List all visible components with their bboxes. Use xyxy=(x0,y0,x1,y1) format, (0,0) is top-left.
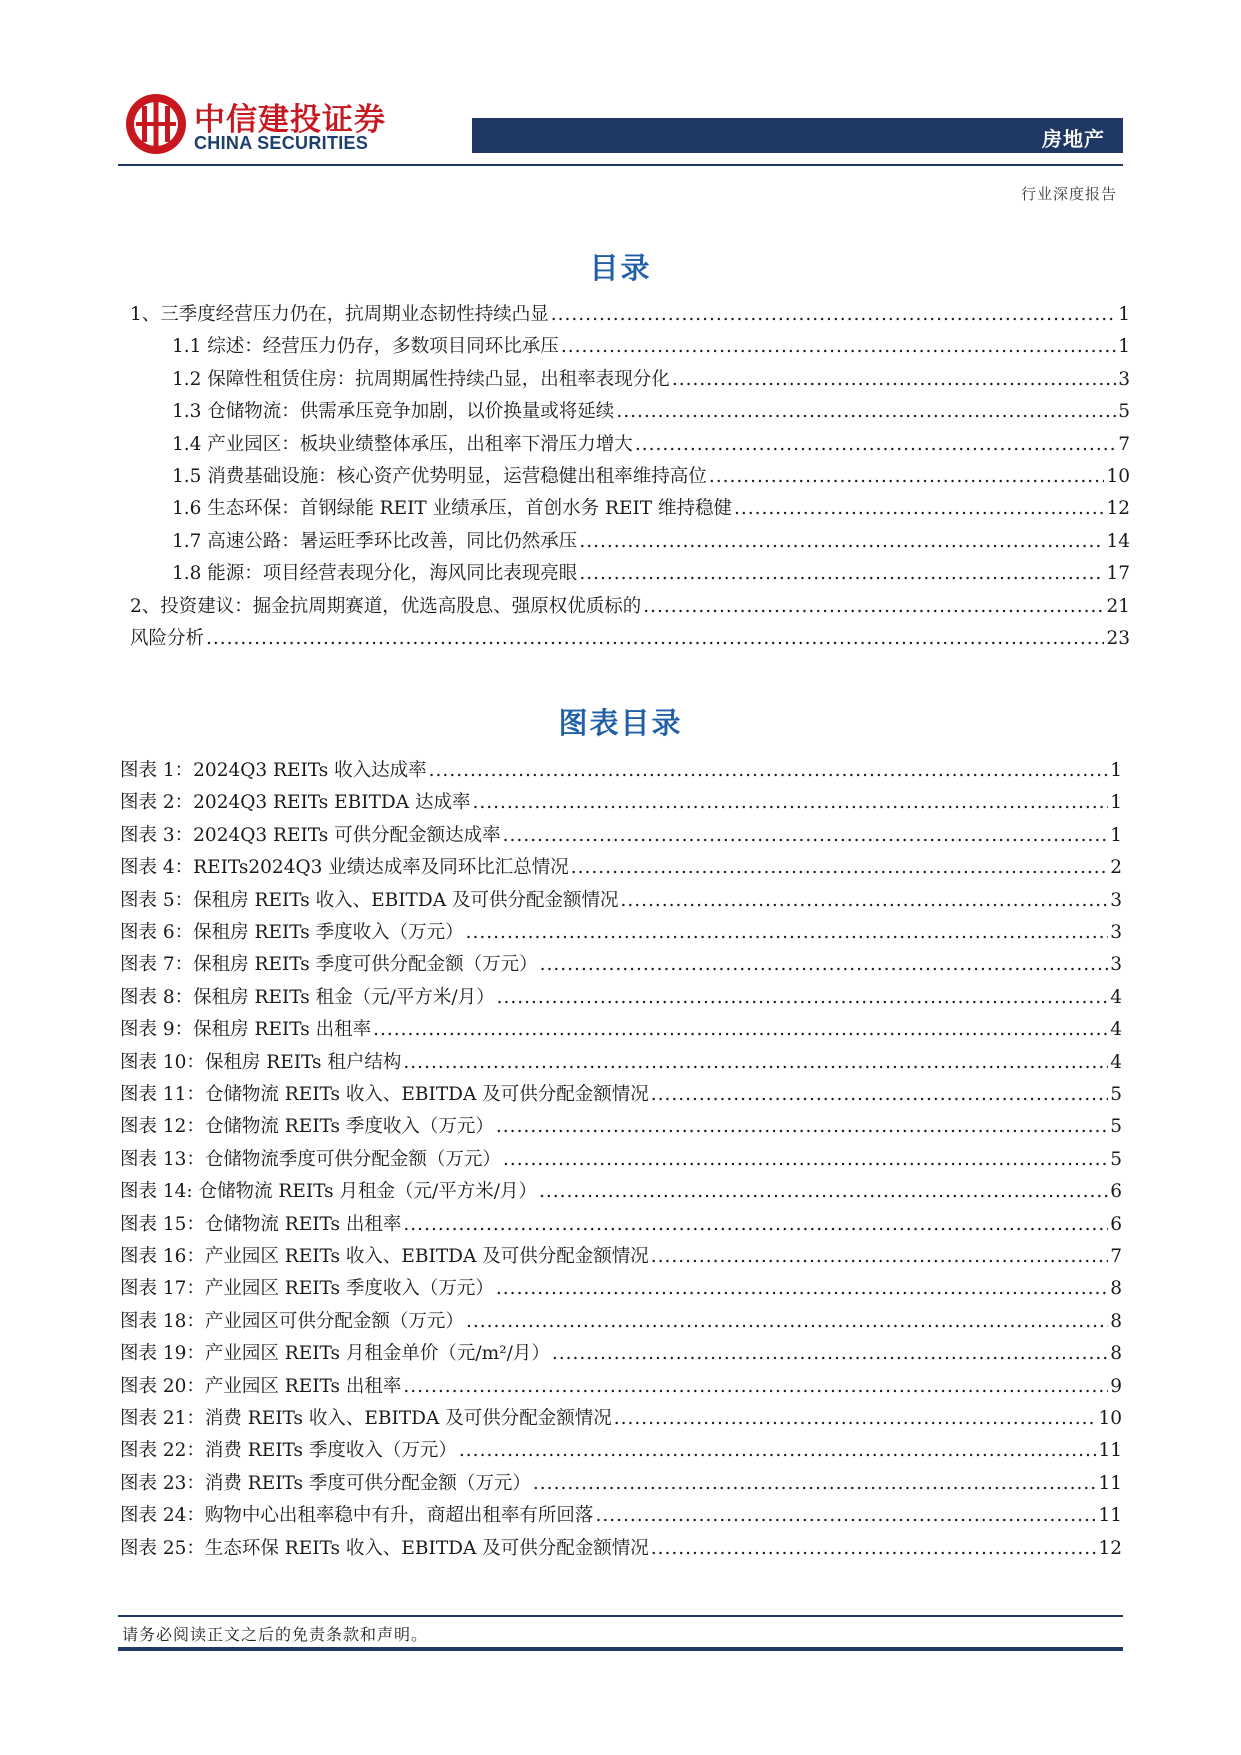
sector-label: 房地产 xyxy=(1042,127,1105,151)
figure-entry-title: 图表 9：保租房 REITs 出租率 xyxy=(120,1019,372,1041)
figure-entry-title: 图表 5：保租房 REITs 收入、EBITDA 及可供分配金额情况 xyxy=(120,889,619,911)
figure-entry[interactable] xyxy=(120,1242,1122,1268)
dot-leader xyxy=(620,890,1108,911)
toc-entry-title: 1.5 消费基础设施：核心资产优势明显，运营稳健出租率维持高位 xyxy=(172,466,707,487)
toc-entry-page: 7 xyxy=(1118,433,1130,455)
footer-bar xyxy=(118,1647,1123,1651)
figure-entry-page: 5 xyxy=(1110,1116,1122,1138)
figure-entry-page: 4 xyxy=(1110,986,1122,1008)
toc-entry-title: 1.2 保障性租赁住房：抗周期属性持续凸显，出租率表现分化 xyxy=(172,368,670,390)
dot-leader xyxy=(503,825,1109,846)
figure-entry-page: 10 xyxy=(1098,1408,1122,1429)
dot-leader xyxy=(579,531,1104,552)
report-type: 行业深度报告 xyxy=(1020,185,1117,203)
toc-entry-page: 21 xyxy=(1106,595,1130,617)
figure-entry[interactable] xyxy=(120,1177,1122,1203)
dot-leader xyxy=(373,1019,1108,1040)
figure-entry-page: 1 xyxy=(1110,792,1122,814)
dot-leader xyxy=(539,1181,1108,1202)
figure-entry[interactable] xyxy=(120,1501,1122,1527)
figure-entry-title: 图表 12：仓储物流 REITs 季度收入（万元） xyxy=(120,1116,494,1138)
toc-entry-title: 1.6 生态环保：首钢绿能 REIT 业绩承压，首创水务 REIT 维持稳健 xyxy=(172,498,732,520)
dot-leader xyxy=(466,922,1109,943)
figure-entry[interactable] xyxy=(120,1307,1122,1333)
figure-entry-title: 图表 25：生态环保 REITs 收入、EBITDA 及可供分配金额情况 xyxy=(120,1537,649,1559)
figure-entry-page: 9 xyxy=(1110,1375,1122,1397)
figure-entry-page: 8 xyxy=(1110,1310,1122,1332)
figure-entry-page: 5 xyxy=(1110,1148,1122,1170)
figure-entry-page: 4 xyxy=(1110,1019,1122,1041)
figure-entry[interactable] xyxy=(120,1534,1122,1560)
figure-entry[interactable] xyxy=(120,1145,1122,1171)
dot-leader xyxy=(472,792,1108,813)
logo-emblem-icon xyxy=(124,92,188,156)
dot-leader xyxy=(466,1311,1108,1332)
figure-entry[interactable] xyxy=(120,821,1122,847)
figure-entry-title: 图表 10：保租房 REITs 租户结构 xyxy=(120,1051,402,1073)
figure-entry-title: 图表 11：仓储物流 REITs 收入、EBITDA 及可供分配金额情况 xyxy=(120,1084,649,1105)
toc-entry-title: 风险分析 xyxy=(130,628,205,649)
figure-entry-title: 图表 4：REITs2024Q3 业绩达成率及同环比汇总情况 xyxy=(120,857,569,879)
figure-entry[interactable] xyxy=(120,1048,1122,1074)
figure-entry[interactable] xyxy=(120,886,1122,912)
toc-entry[interactable] xyxy=(172,365,1130,391)
figure-entry-page: 3 xyxy=(1110,922,1122,943)
dot-leader xyxy=(595,1505,1096,1526)
toc-entry-title: 1.7 高速公路：暑运旺季环比改善，同比仍然承压 xyxy=(172,530,578,552)
figure-entry-title: 图表 8：保租房 REITs 租金（元/平方米/月） xyxy=(120,986,495,1008)
figure-entry-title: 图表 15：仓储物流 REITs 出租率 xyxy=(120,1213,402,1235)
dot-leader xyxy=(651,1538,1097,1559)
toc-entry-title: 2、投资建议：掘金抗周期赛道，优选高股息、强原权优质标的 xyxy=(130,595,642,617)
figure-entry[interactable] xyxy=(120,1015,1122,1041)
toc-entry-page: 1 xyxy=(1118,304,1130,325)
figure-entry-title: 图表 20：产业园区 REITs 出租率 xyxy=(120,1375,402,1397)
toc-entry[interactable] xyxy=(172,527,1130,553)
dot-leader xyxy=(651,1084,1108,1105)
figure-entry-page: 5 xyxy=(1110,1084,1122,1105)
dot-leader xyxy=(540,954,1109,975)
figure-entry-page: 1 xyxy=(1110,824,1122,846)
toc-entry[interactable] xyxy=(172,397,1130,423)
dot-leader xyxy=(503,1149,1108,1170)
figure-entry-title: 图表 14: 仓储物流 REITs 月租金（元/平方米/月） xyxy=(120,1181,537,1203)
footer-divider xyxy=(118,1615,1123,1617)
dot-leader xyxy=(635,434,1116,455)
logo-en-name: CHINA SECURITIES xyxy=(194,133,369,153)
figure-entry-page: 8 xyxy=(1110,1278,1122,1300)
dot-leader xyxy=(734,498,1104,519)
figure-entry-title: 图表 17：产业园区 REITs 季度收入（万元） xyxy=(120,1278,494,1300)
figure-entry-page: 4 xyxy=(1110,1051,1122,1073)
toc-entry[interactable] xyxy=(172,559,1130,585)
figure-entry-page: 6 xyxy=(1110,1213,1122,1235)
disclaimer-text: 请务必阅读正文之后的免责条款和声明。 xyxy=(122,1625,429,1644)
figure-entry-page: 3 xyxy=(1110,954,1122,976)
figure-entry[interactable] xyxy=(120,1469,1122,1495)
logo-cn-name: 中信建投证券 xyxy=(194,102,386,138)
figure-entry[interactable] xyxy=(120,950,1122,976)
figure-entry-title: 图表 23：消费 REITs 季度可供分配金额（万元） xyxy=(120,1472,531,1494)
figure-entry-title: 图表 13：仓储物流季度可供分配金额（万元） xyxy=(120,1148,501,1170)
figure-entry[interactable] xyxy=(120,853,1122,879)
figure-entry-title: 图表 1：2024Q3 REITs 收入达成率 xyxy=(120,760,427,781)
dot-leader xyxy=(579,563,1104,584)
figure-entry[interactable] xyxy=(120,1210,1122,1236)
figure-entry[interactable] xyxy=(120,983,1122,1009)
toc-entry-page: 3 xyxy=(1118,368,1130,390)
figure-entry[interactable] xyxy=(120,918,1122,944)
toc-entry-title: 1.4 产业园区：板块业绩整体承压，出租率下滑压力增大 xyxy=(172,433,633,455)
toc-entry[interactable] xyxy=(172,494,1130,520)
toc-entry[interactable] xyxy=(130,300,1130,326)
figures-title: 图表目录 xyxy=(558,706,683,740)
figure-entry-page: 11 xyxy=(1098,1472,1122,1494)
figure-entry-page: 6 xyxy=(1110,1181,1122,1203)
figure-entry-page: 8 xyxy=(1110,1343,1122,1365)
toc-entry-page: 1 xyxy=(1118,336,1130,358)
figure-entry[interactable] xyxy=(120,1404,1122,1430)
toc-entry-page: 14 xyxy=(1106,530,1130,552)
figure-entry-page: 2 xyxy=(1110,857,1122,879)
figure-entry-title: 图表 2：2024Q3 REITs EBITDA 达成率 xyxy=(120,792,471,814)
dot-leader xyxy=(497,987,1109,1008)
dot-leader xyxy=(614,1408,1097,1429)
dot-leader xyxy=(403,1052,1108,1073)
header-divider xyxy=(118,164,1123,166)
figure-entry-title: 图表 21：消费 REITs 收入、EBITDA 及可供分配金额情况 xyxy=(120,1408,612,1429)
figure-entry[interactable] xyxy=(120,788,1122,814)
figure-entry[interactable] xyxy=(120,1372,1122,1398)
figure-entry-title: 图表 6：保租房 REITs 季度收入（万元） xyxy=(120,922,464,943)
figure-entry[interactable] xyxy=(120,1080,1122,1106)
toc-entry-page: 23 xyxy=(1106,628,1130,649)
toc-entry-title: 1.8 能源：项目经营表现分化，海风同比表现亮眼 xyxy=(172,563,578,585)
figure-entry-page: 3 xyxy=(1110,889,1122,911)
dot-leader xyxy=(533,1473,1097,1494)
toc-title: 目录 xyxy=(589,251,652,285)
toc-entry-title: 1、三季度经营压力仍在，抗周期业态韧性持续凸显 xyxy=(130,304,549,325)
toc-entry-page: 12 xyxy=(1106,498,1130,520)
dot-leader xyxy=(616,401,1116,422)
dot-leader xyxy=(496,1116,1108,1137)
dot-leader xyxy=(403,1214,1108,1235)
figure-entry-page: 12 xyxy=(1098,1537,1122,1559)
figure-entry-title: 图表 18：产业园区可供分配金额（万元） xyxy=(120,1310,464,1332)
dot-leader xyxy=(429,760,1109,781)
figure-entry[interactable] xyxy=(120,1112,1122,1138)
toc-entry-title: 1.3 仓储物流：供需承压竞争加剧，以价换量或将延续 xyxy=(172,401,615,423)
figure-entry[interactable] xyxy=(120,1339,1122,1365)
figure-entry-title: 图表 22：消费 REITs 季度收入（万元） xyxy=(120,1440,457,1462)
figure-entry-page: 1 xyxy=(1110,760,1122,781)
dot-leader xyxy=(552,1343,1108,1364)
toc-entry[interactable] xyxy=(172,332,1130,358)
toc-entry-page: 10 xyxy=(1106,466,1130,487)
figure-entry-page: 11 xyxy=(1098,1440,1122,1462)
figure-entry-page: 11 xyxy=(1098,1505,1122,1527)
dot-leader xyxy=(459,1440,1097,1461)
dot-leader xyxy=(672,369,1116,390)
figure-entry-title: 图表 19：产业园区 REITs 月租金单价（元/m²/月） xyxy=(120,1343,550,1365)
dot-leader xyxy=(643,596,1104,617)
figure-entry-page: 7 xyxy=(1110,1246,1122,1267)
toc-entry-page: 17 xyxy=(1106,563,1130,585)
figure-entry-title: 图表 3：2024Q3 REITs 可供分配金额达成率 xyxy=(120,824,501,846)
company-logo xyxy=(124,92,394,158)
figure-entry-title: 图表 7：保租房 REITs 季度可供分配金额（万元） xyxy=(120,954,538,976)
toc-entry[interactable] xyxy=(172,462,1130,488)
dot-leader xyxy=(403,1376,1108,1397)
dot-leader xyxy=(206,628,1104,649)
toc-entry-page: 5 xyxy=(1118,401,1130,423)
dot-leader xyxy=(651,1246,1108,1267)
dot-leader xyxy=(551,304,1116,325)
toc-entry[interactable] xyxy=(130,624,1130,650)
figure-entry-title: 图表 16：产业园区 REITs 收入、EBITDA 及可供分配金额情况 xyxy=(120,1246,649,1267)
dot-leader xyxy=(709,466,1105,487)
figure-entry[interactable] xyxy=(120,756,1122,782)
sector-banner xyxy=(472,118,1123,153)
figure-entry[interactable] xyxy=(120,1274,1122,1300)
dot-leader xyxy=(496,1278,1108,1299)
figure-entry[interactable] xyxy=(120,1436,1122,1462)
dot-leader xyxy=(571,857,1108,878)
toc-entry[interactable] xyxy=(172,430,1130,456)
dot-leader xyxy=(561,336,1116,357)
toc-entry[interactable] xyxy=(130,592,1130,618)
figure-entry-title: 图表 24：购物中心出租率稳中有升，商超出租率有所回落 xyxy=(120,1505,594,1527)
toc-entry-title: 1.1 综述：经营压力仍存，多数项目同环比承压 xyxy=(172,336,559,358)
